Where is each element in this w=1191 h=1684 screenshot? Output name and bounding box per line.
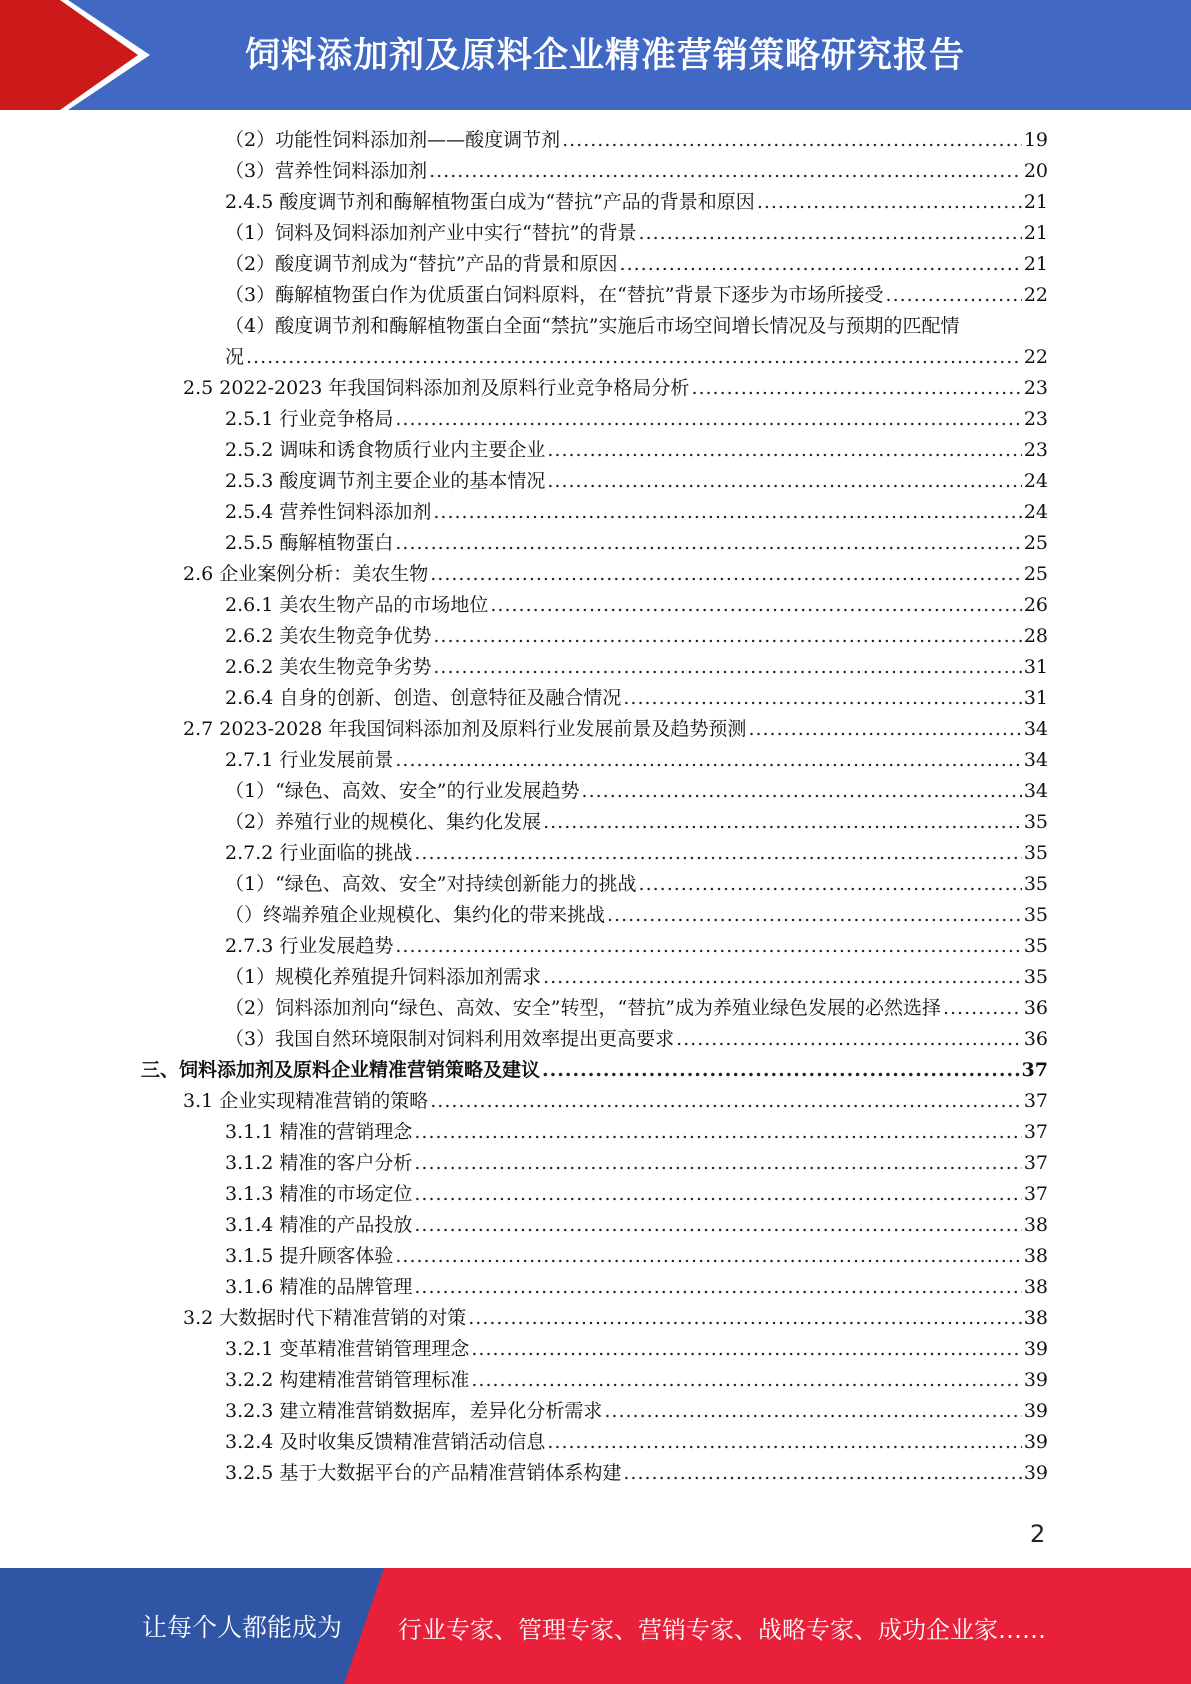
toc-entry[interactable] <box>183 716 1048 742</box>
toc-entry-label: 2.5.4 营养性饲料添加剂 <box>225 501 432 523</box>
toc-leader-dots <box>414 1150 1021 1176</box>
toc-leader-dots <box>943 995 1022 1021</box>
toc-entry-page: 21 <box>1023 253 1048 275</box>
toc-entry[interactable] <box>225 1150 1048 1176</box>
toc-leader-dots <box>430 561 1022 587</box>
toc-entry-label: 2.6.2 美农生物竞争优势 <box>225 625 432 647</box>
toc-leader-dots <box>395 1243 1021 1269</box>
toc-entry-label: （1）规模化养殖提升饲料添加剂需求 <box>225 966 542 988</box>
toc-entry-label: 3.1.5 提升顾客体验 <box>225 1245 394 1267</box>
toc-leader-dots <box>757 189 1022 215</box>
toc-entry-page: 35 <box>1023 811 1048 833</box>
toc-entry[interactable] <box>225 1429 1048 1455</box>
toc-entry-page: 26 <box>1023 594 1048 616</box>
toc-entry[interactable] <box>225 1026 1048 1052</box>
toc-entry-page: 38 <box>1023 1245 1048 1267</box>
toc-entry-page: 24 <box>1023 470 1048 492</box>
toc-entry-label: 3.1.2 精准的客户分析 <box>225 1152 413 1174</box>
toc-entry-label: （）终端养殖企业规模化、集约化的带来挑战 <box>225 904 606 926</box>
toc-leader-dots <box>582 778 1022 804</box>
toc-entry-page: 37 <box>1023 1090 1048 1112</box>
toc-entry-label: 3.1.6 精准的品牌管理 <box>225 1276 413 1298</box>
toc-leader-dots <box>414 1181 1021 1207</box>
toc-entry-page: 34 <box>1023 749 1048 771</box>
toc-entry-label: 3.1 企业实现精准营销的策略 <box>183 1090 429 1112</box>
toc-leader-dots <box>395 406 1021 432</box>
toc-entry-label: （3）酶解植物蛋白作为优质蛋白饲料原料，在“替抗”背景下逐步为市场所接受 <box>225 284 884 306</box>
toc-entry-page: 20 <box>1023 160 1048 182</box>
toc-leader-dots <box>414 1212 1021 1238</box>
toc-entry[interactable] <box>225 1336 1048 1362</box>
toc-entry-page: 37 <box>1023 1152 1048 1174</box>
toc-entry-label: 3.1.4 精准的产品投放 <box>225 1214 413 1236</box>
toc-entry[interactable] <box>225 1243 1048 1269</box>
toc-entry[interactable] <box>225 933 1048 959</box>
toc-leader-dots <box>620 251 1022 277</box>
toc-entry-page: 39 <box>1023 1400 1048 1422</box>
toc-entry-page: 38 <box>1023 1307 1048 1329</box>
footer-slogan-right: 行业专家、管理专家、营销专家、战略专家、成功企业家…… <box>398 1616 1046 1644</box>
toc-leader-dots <box>433 654 1021 680</box>
toc-entry-page: 24 <box>1023 501 1048 523</box>
toc-entry-page: 39 <box>1023 1462 1048 1484</box>
toc-entry-label: 2.5 2022-2023 年我国饲料添加剂及原料行业竞争格局分析 <box>183 377 690 399</box>
toc-leader-dots <box>639 220 1022 246</box>
toc-entry-page: 38 <box>1023 1276 1048 1298</box>
header-band <box>0 0 1191 110</box>
toc-leader-dots <box>429 158 1022 184</box>
toc-entry-label: 3.2.1 变革精准营销管理理念 <box>225 1338 470 1360</box>
toc-entry[interactable] <box>225 654 1048 680</box>
toc-entry-page: 19 <box>1023 129 1048 151</box>
toc-entry[interactable] <box>225 809 1048 835</box>
toc-leader-dots <box>246 344 1022 370</box>
toc-leader-dots <box>748 716 1021 742</box>
toc-entry-page: 37 <box>1023 1183 1048 1205</box>
toc-entry[interactable] <box>225 220 1048 246</box>
toc-leader-dots <box>639 871 1022 897</box>
toc-leader-dots <box>547 468 1021 494</box>
toc-entry-label: （1）饲料及饲料添加剂产业中实行“替抗”的背景 <box>225 222 637 244</box>
toc-leader-dots <box>433 499 1021 525</box>
toc-entry[interactable] <box>225 778 1048 804</box>
toc-entry-page: 35 <box>1023 873 1048 895</box>
toc-entry-label: 3.2.2 构建精准营销管理标准 <box>225 1369 470 1391</box>
document-title: 饲料添加剂及原料企业精准营销策略研究报告 <box>245 36 966 76</box>
toc-leader-dots <box>547 1429 1021 1455</box>
toc-entry-label: 3.2.3 建立精准营销数据库，差异化分析需求 <box>225 1400 603 1422</box>
toc-entry-page: 35 <box>1023 842 1048 864</box>
toc-entry-label: 3.1.1 精准的营销理念 <box>225 1121 413 1143</box>
toc-entry-label: （2）养殖行业的规模化、集约化发展 <box>225 811 542 833</box>
toc-entry[interactable] <box>225 1119 1048 1145</box>
toc-entry-label: 3.2.5 基于大数据平台的产品精准营销体系构建 <box>225 1462 622 1484</box>
toc-entry[interactable] <box>225 499 1048 525</box>
toc-entry-label: （4）酸度调节剂和酶解植物蛋白全面“禁抗”实施后市场空间增长情况及与预期的匹配情 <box>225 315 960 337</box>
toc-entry[interactable] <box>225 623 1048 649</box>
toc-leader-dots <box>395 933 1021 959</box>
toc-leader-dots <box>433 623 1021 649</box>
toc-entry-label: 3.1.3 精准的市场定位 <box>225 1183 413 1205</box>
toc-entry[interactable] <box>183 561 1048 587</box>
toc-leader-dots <box>562 127 1022 153</box>
toc-entry-page: 39 <box>1023 1338 1048 1360</box>
toc-entry-label: 2.5.2 调味和诱食物质行业内主要企业 <box>225 439 546 461</box>
toc-entry-label: 2.6.4 自身的创新、创造、创意特征及融合情况 <box>225 687 622 709</box>
toc-entry-label: （3）我国自然环境限制对饲料利用效率提出更高要求 <box>225 1028 675 1050</box>
toc-entry-page: 35 <box>1023 935 1048 957</box>
toc-entry-label: （1）“绿色、高效、安全”对持续创新能力的挑战 <box>225 873 637 895</box>
toc-entry-page: 23 <box>1023 439 1048 461</box>
toc-entry-page: 31 <box>1023 656 1048 678</box>
toc-leader-dots <box>676 1026 1022 1052</box>
toc-entry[interactable] <box>225 189 1048 215</box>
toc-leader-dots <box>623 685 1021 711</box>
toc-entry-page: 23 <box>1023 377 1048 399</box>
toc-entry-page: 21 <box>1023 191 1048 213</box>
toc-leader-dots <box>414 840 1021 866</box>
toc-entry[interactable] <box>225 127 1048 153</box>
toc-entry-label: 2.6 企业案例分析：美农生物 <box>183 563 429 585</box>
toc-leader-dots <box>691 375 1021 401</box>
toc-chapter-entry[interactable] <box>141 1057 1048 1083</box>
toc-entry[interactable] <box>183 1305 1048 1331</box>
toc-entry[interactable] <box>225 1212 1048 1238</box>
toc-entry-label: （2）功能性饲料添加剂——酸度调节剂 <box>225 129 561 151</box>
toc-entry-page: 36 <box>1023 1028 1048 1050</box>
toc-entry-page: 36 <box>1023 997 1048 1019</box>
toc-leader-dots <box>395 747 1021 773</box>
toc-leader-dots <box>471 1336 1021 1362</box>
toc-entry[interactable] <box>225 840 1048 866</box>
toc-entry-page: 22 <box>1023 284 1048 306</box>
toc-entry[interactable] <box>225 1398 1048 1424</box>
toc-entry-label: （3）营养性饲料添加剂 <box>225 160 428 182</box>
toc-entry[interactable] <box>225 902 1048 928</box>
toc-leader-dots <box>543 964 1022 990</box>
toc-entry-label: 2.7.3 行业发展趋势 <box>225 935 394 957</box>
toc-entry-page: 35 <box>1023 966 1048 988</box>
toc-entry[interactable] <box>225 1367 1048 1393</box>
toc-entry-page: 25 <box>1023 532 1048 554</box>
toc-entry[interactable] <box>225 530 1048 556</box>
toc-entry-label: 2.5.1 行业竞争格局 <box>225 408 394 430</box>
toc-entry[interactable] <box>225 871 1048 897</box>
toc-entry-label: 3.2.4 及时收集反馈精准营销活动信息 <box>225 1431 546 1453</box>
toc-entry-page: 34 <box>1023 718 1048 740</box>
toc-leader-dots <box>547 437 1021 463</box>
toc-entry-label: （2）饲料添加剂向“绿色、高效、安全”转型，“替抗”成为养殖业绿色发展的必然选择 <box>225 997 941 1019</box>
toc-entry[interactable] <box>183 375 1048 401</box>
toc-entry-label: 2.5.3 酸度调节剂主要企业的基本情况 <box>225 470 546 492</box>
toc-entry-page: 38 <box>1023 1214 1048 1236</box>
toc-entry-label: 2.4.5 酸度调节剂和酶解植物蛋白成为“替抗”产品的背景和原因 <box>225 191 755 213</box>
toc-entry[interactable] <box>225 437 1048 463</box>
toc-leader-dots <box>886 282 1022 308</box>
toc-leader-dots <box>468 1305 1022 1331</box>
toc-entry-label: 3.2 大数据时代下精准营销的对策 <box>183 1307 467 1329</box>
toc-entry-label: 三、饲料添加剂及原料企业精准营销策略及建议 <box>141 1059 541 1081</box>
toc-entry[interactable] <box>225 468 1048 494</box>
toc-entry-label: 2.6.2 美农生物竞争劣势 <box>225 656 432 678</box>
toc-entry-label: 2.6.1 美农生物产品的市场地位 <box>225 594 489 616</box>
toc-entry[interactable] <box>225 1274 1048 1300</box>
toc-entry-page: 28 <box>1023 625 1048 647</box>
toc-entry-page: 21 <box>1023 222 1048 244</box>
toc-entry-label: （1）“绿色、高效、安全”的行业发展趋势 <box>225 780 580 802</box>
toc-entry-page: 39 <box>1023 1431 1048 1453</box>
footer-slogan-left: 让每个人都能成为 <box>142 1613 343 1642</box>
toc-leader-dots <box>395 530 1021 556</box>
toc-entry-label: 2.7 2023-2028 年我国饲料添加剂及原料行业发展前景及趋势预测 <box>183 718 747 740</box>
toc-entry[interactable] <box>225 592 1048 618</box>
toc-entry[interactable] <box>225 251 1048 277</box>
toc-entry-label: 2.7.2 行业面临的挑战 <box>225 842 413 864</box>
toc-entry-label: 2.5.5 酶解植物蛋白 <box>225 532 394 554</box>
toc-entry-page: 31 <box>1023 687 1048 709</box>
toc-entry[interactable] <box>225 685 1048 711</box>
toc-entry-page: 39 <box>1023 1369 1048 1391</box>
toc-entry-page: 35 <box>1023 904 1048 926</box>
toc-entry-label: （2）酸度调节剂成为“替抗”产品的背景和原因 <box>225 253 618 275</box>
toc-leader-dots <box>414 1119 1021 1145</box>
toc-entry-page: 22 <box>1023 346 1048 368</box>
toc-entry-page: 34 <box>1023 780 1048 802</box>
toc-entry-label: 2.7.1 行业发展前景 <box>225 749 394 771</box>
toc-leader-dots <box>607 902 1022 928</box>
footer-band <box>0 1568 1191 1684</box>
toc-leader-dots <box>430 1088 1022 1114</box>
page-number: 2 <box>1030 1520 1046 1548</box>
toc-entry[interactable] <box>225 1460 1048 1486</box>
toc-entry-page: 37 <box>1021 1059 1048 1081</box>
toc-entry[interactable] <box>225 406 1048 432</box>
toc-entry[interactable] <box>225 995 1048 1021</box>
toc-entry-label: 况 <box>225 346 245 368</box>
toc-entry-page: 25 <box>1023 563 1048 585</box>
toc-entry[interactable] <box>183 1088 1048 1114</box>
toc-leader-dots <box>604 1398 1021 1424</box>
toc-entry[interactable] <box>225 1181 1048 1207</box>
toc-entry-page: 37 <box>1023 1121 1048 1143</box>
toc-leader-dots <box>542 1057 1020 1083</box>
toc-entry[interactable] <box>225 158 1048 184</box>
toc-entry[interactable] <box>225 747 1048 773</box>
toc-leader-dots <box>623 1460 1021 1486</box>
toc-entry-page: 23 <box>1023 408 1048 430</box>
toc-entry[interactable] <box>225 282 1048 308</box>
toc-entry-continued[interactable] <box>225 344 1048 370</box>
toc-leader-dots <box>490 592 1021 618</box>
toc-leader-dots <box>543 809 1022 835</box>
toc-entry[interactable] <box>225 313 1048 339</box>
toc-entry[interactable] <box>225 964 1048 990</box>
toc-leader-dots <box>471 1367 1021 1393</box>
toc-leader-dots <box>414 1274 1021 1300</box>
